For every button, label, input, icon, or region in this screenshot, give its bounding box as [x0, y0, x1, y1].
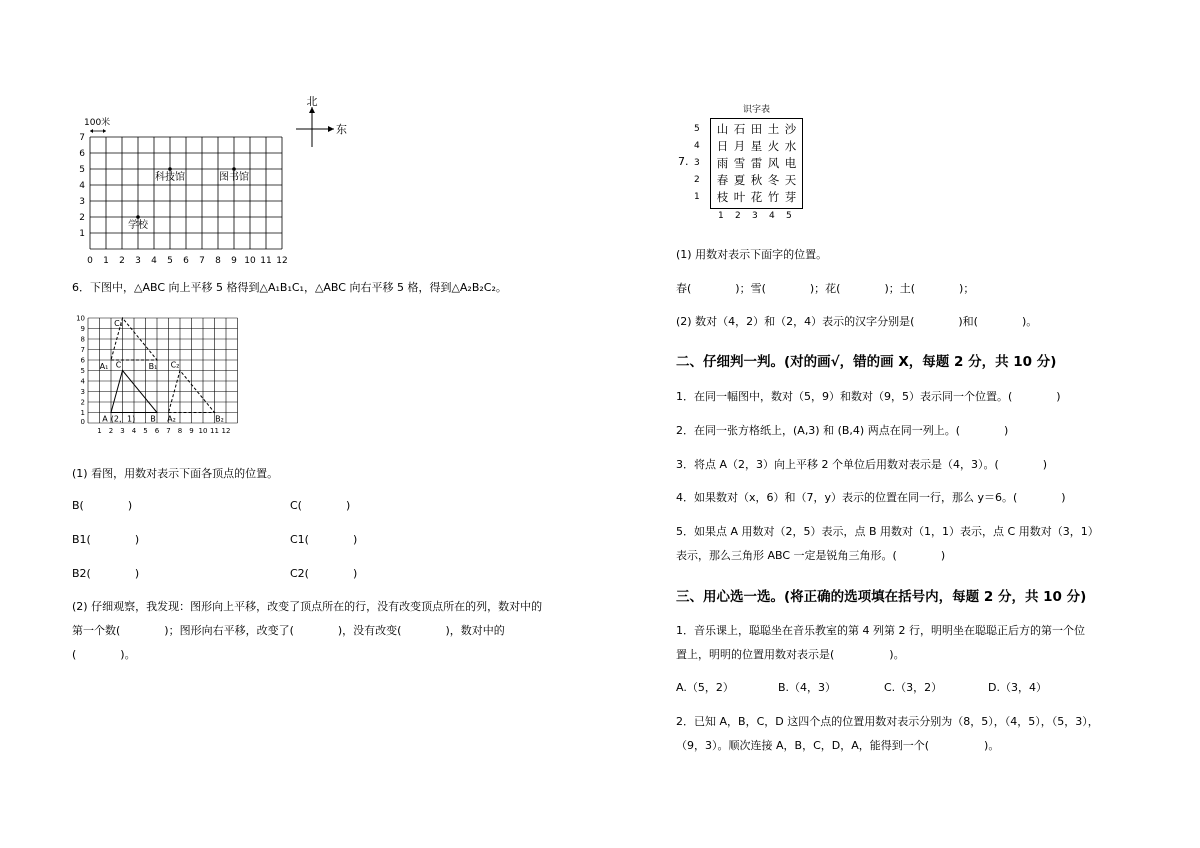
q6-x-tick: 5: [143, 427, 148, 435]
judge-item-1[interactable]: 1．在同一幅图中，数对（5，9）和数对（9，5）表示同一个位置。( ): [676, 390, 1061, 403]
q7-number: 7.: [678, 155, 689, 168]
q6-x-tick: 3: [120, 427, 125, 435]
char-table-cell: 日: [716, 139, 729, 153]
map-place-dot: [232, 167, 236, 171]
choice-q2-line2[interactable]: （9，3）。顺次连接 A，B，C，D，A，能得到一个( )。: [676, 739, 1000, 752]
char-table-title: 识字表: [743, 105, 771, 115]
q6-y-tick: 6: [80, 356, 85, 365]
map-y-tick: 5: [79, 165, 85, 175]
char-table-row: [714, 155, 799, 172]
q6-y-tick: 10: [76, 314, 85, 323]
char-table-cell: 石: [733, 122, 746, 136]
section3-heading: 三、用心选一选。(将正确的选项填在括号内，每题 2 分，共 10 分): [676, 589, 1087, 605]
map-x-tick: 5: [167, 256, 173, 265]
q6-sub2-line2[interactable]: 第一个数( )；图形向右平移，改变了( )，没有改变( )，数对中的: [72, 624, 505, 637]
char-table-cell: 竹: [767, 190, 780, 204]
q6-translation-grid: [72, 308, 247, 446]
vertex-a-coord-label: (2，1): [110, 414, 136, 424]
q6-x-tick: 2: [108, 427, 114, 435]
map-y-tick: 6: [79, 149, 85, 159]
map-x-tick: 9: [231, 256, 237, 265]
map-x-tick: 0: [87, 256, 93, 265]
map-place-label: 学校: [128, 220, 148, 231]
char-table-x-label: 1: [718, 211, 724, 221]
map-y-tick: 3: [79, 197, 85, 207]
char-table-cell: 雷: [750, 156, 763, 170]
char-table-y-label: 4: [694, 141, 700, 151]
q6-sub2-line1: (2) 仔细观察，我发现：图形向上平移，改变了顶点所在的行，没有改变顶点所在的列，数对中的: [72, 600, 543, 613]
q6-y-tick: 5: [80, 367, 85, 375]
vertex-label-c2: C₂: [170, 360, 180, 370]
map-y-tick: 1: [79, 229, 85, 239]
choice-q2-line1: 2．已知 A，B，C，D 这四个点的位置用数对表示分别为（8，5），（4，5），（5，3），: [676, 715, 1099, 728]
char-table-cell: 火: [767, 139, 780, 153]
map-place-label: 科技馆: [155, 172, 185, 183]
vertex-c1-blank[interactable]: C1( ): [290, 533, 358, 546]
char-table-cell: 夏: [733, 173, 746, 187]
q7-sub1-blanks[interactable]: 春( )；雪( )；花( )；土( )；: [676, 282, 975, 295]
choice-q1-line1: 1．音乐课上，聪聪坐在音乐教室的第 4 列第 2 行，明明坐在聪聪正后方的第一个位: [676, 624, 1085, 637]
vertex-label-b2: B₂: [215, 414, 224, 424]
map-x-tick: 2: [119, 256, 125, 265]
vertex-label-b1: B₁: [148, 362, 158, 371]
map-x-tick: 8: [215, 256, 221, 265]
char-table-y-label: 3: [694, 158, 700, 168]
q6-y-tick: 1: [80, 409, 85, 417]
char-table-cell: 秋: [750, 173, 763, 187]
map-x-tick: 4: [151, 256, 157, 265]
char-table-row: [714, 121, 799, 138]
map-x-tick: 3: [135, 256, 141, 265]
char-table-cell: 芽: [784, 190, 797, 204]
choice-q1-option-d[interactable]: D.（3，4）: [988, 681, 1047, 694]
char-table-cell: 风: [767, 156, 780, 170]
compass-arrow-icon: [309, 107, 334, 132]
vertex-label-c: C: [115, 360, 122, 370]
vertex-b2-blank[interactable]: B2( ): [72, 567, 140, 580]
char-table-cell: 水: [784, 139, 797, 153]
char-table-row: [714, 138, 799, 155]
vertex-label-a2: A₂: [167, 414, 176, 424]
char-table-cell: 雪: [733, 156, 746, 170]
q6-sub2-line3[interactable]: ( )。: [72, 648, 136, 661]
judge-item-4[interactable]: 4．如果数对（x，6）和（7，y）表示的位置在同一行，那么 y＝6。( ): [676, 491, 1066, 504]
q6-x-tick: 8: [177, 427, 183, 435]
q6-x-tick: 9: [189, 427, 194, 435]
vertex-c-blank[interactable]: C( ): [290, 499, 351, 512]
char-table-cell: 星: [750, 139, 763, 153]
char-table-cell: 花: [750, 190, 763, 204]
map-x-tick: 11: [260, 256, 272, 265]
compass-east-label: 东: [336, 123, 347, 136]
char-table-y-label: 2: [694, 175, 700, 185]
choice-q1-option-a[interactable]: A.（5，2）: [676, 681, 734, 694]
vertex-c2-blank[interactable]: C2( ): [290, 567, 358, 580]
map-x-tick: 12: [276, 256, 288, 265]
char-table-cell: 山: [716, 122, 729, 136]
q6-x-tick: 6: [154, 427, 160, 435]
q6-y-tick: 3: [80, 388, 85, 396]
char-table-cell: 电: [784, 156, 797, 170]
map-place-label: 图书馆: [219, 172, 249, 183]
judge-item-5-line2[interactable]: 表示，那么三角形 ABC 一定是锐角三角形。( ): [676, 549, 946, 562]
vertex-b1-blank[interactable]: B1( ): [72, 533, 140, 546]
q6-y-tick: 9: [80, 325, 85, 333]
map-grid-figure: [70, 95, 360, 265]
choice-q1-line2[interactable]: 置上，明明的位置用数对表示是( )。: [676, 648, 905, 661]
char-table-row: [714, 172, 799, 189]
q7-sub2[interactable]: (2) 数对（4，2）和（2，4）表示的汉字分别是( )和( )。: [676, 315, 1038, 328]
char-table-cell: 沙: [784, 122, 797, 136]
map-y-tick: 4: [79, 181, 85, 191]
map-y-tick: 2: [79, 213, 85, 223]
q6-x-tick: 4: [131, 427, 137, 435]
map-x-tick: 10: [244, 256, 256, 265]
q6-y-tick: 8: [80, 335, 85, 344]
map-x-tick: 1: [103, 256, 109, 265]
judge-item-2[interactable]: 2．在同一张方格纸上，(A,3) 和 (B,4) 两点在同一列上。( ): [676, 424, 1009, 437]
char-table-row: [714, 189, 799, 206]
map-x-tick: 6: [183, 256, 189, 265]
vertex-b-blank[interactable]: B( ): [72, 499, 133, 512]
map-x-tick: 7: [199, 256, 205, 265]
q6-x-tick: 1: [97, 427, 102, 435]
char-table-cell: 叶: [733, 190, 746, 204]
map-place-dot: [136, 215, 140, 219]
char-table-x-label: 5: [786, 211, 792, 221]
section2-heading: 二、仔细判一判。(对的画√，错的画 X，每题 2 分，共 10 分): [676, 354, 1057, 370]
char-table-cell: 春: [716, 173, 729, 187]
char-table-y-label: 5: [694, 124, 700, 134]
vertex-label-a1: A₁: [99, 362, 109, 371]
char-table-x-label: 4: [769, 211, 775, 221]
q6-origin-label: 0: [80, 418, 85, 426]
q6-x-tick: 11: [210, 427, 219, 435]
judge-item-5-line1: 5．如果点 A 用数对（2，5）表示，点 B 用数对（1，1）表示，点 C 用数对（3，1）: [676, 525, 1099, 538]
char-table-cell: 冬: [767, 173, 780, 187]
char-table-cell: 田: [750, 122, 763, 136]
q6-y-tick: 7: [80, 346, 85, 354]
char-table-cell: 月: [733, 139, 746, 153]
char-table-cell: 枝: [716, 190, 729, 204]
map-scale-label: 100米: [84, 118, 111, 128]
vertex-label-b: B: [150, 414, 156, 424]
q6-y-tick: 2: [80, 398, 85, 407]
judge-item-3[interactable]: 3．将点 A（2，3）向上平移 2 个单位后用数对表示是（4，3）。( ): [676, 458, 1048, 471]
q7-sub1: (1) 用数对表示下面字的位置。: [676, 248, 828, 261]
map-place-dot: [168, 167, 172, 171]
compass-north-label: 北: [306, 95, 318, 108]
char-table-x-label: 3: [752, 211, 758, 221]
char-table-cell: 土: [767, 122, 780, 136]
char-table-y-label: 1: [694, 192, 700, 202]
q6-y-tick: 4: [80, 377, 85, 386]
vertex-label-a: A: [102, 414, 108, 424]
char-table-cell: 雨: [716, 156, 729, 170]
map-y-tick: 7: [79, 133, 85, 143]
choice-q1-option-b[interactable]: B.（4，3）: [778, 681, 837, 694]
q6-x-tick: 7: [166, 427, 171, 435]
q6-x-tick: 10: [198, 427, 208, 435]
q6-sub1: (1) 看图，用数对表示下面各顶点的位置。: [72, 467, 279, 480]
char-table-x-label: 2: [735, 211, 741, 221]
vertex-label-c1: C₁: [114, 319, 123, 328]
choice-q1-option-c[interactable]: C.（3，2）: [884, 681, 943, 694]
q6-x-tick: 12: [221, 427, 231, 435]
char-table-cell: 天: [784, 173, 797, 187]
q6-prompt: 6．下图中，△ABC 向上平移 5 格得到△A₁B₁C₁，△ABC 向右平移 5 格，得到△A₂B₂C₂。: [72, 281, 507, 294]
char-table-box: [710, 118, 803, 209]
